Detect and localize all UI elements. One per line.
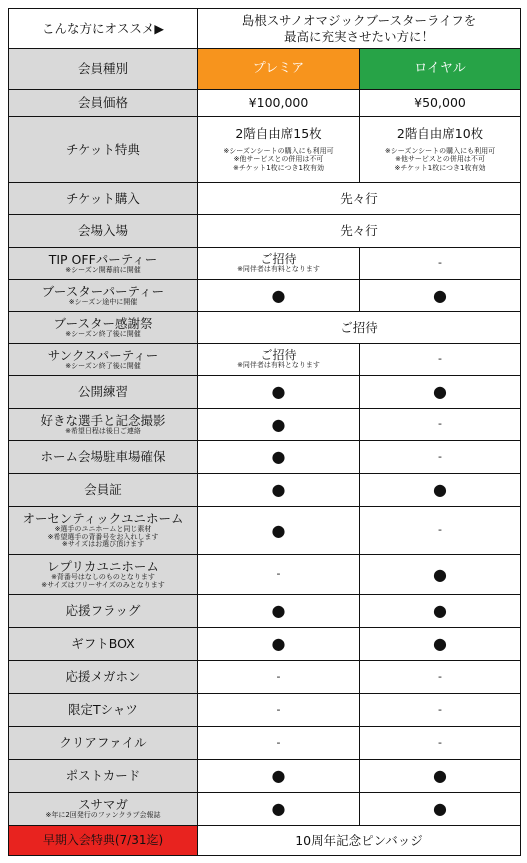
royal-tipoff: - <box>360 248 521 280</box>
premier-thanks-party <box>198 344 360 376</box>
susamaga-title: スサマガ <box>78 797 128 813</box>
ticket-note: ※他サービスとの併用は不可 <box>395 155 485 164</box>
replica-sub: ※背番号はなしのものとなります <box>51 572 155 581</box>
royal-header: ロイヤル <box>360 49 521 90</box>
authentic-sub: ※サイズはお選び頂けます <box>61 540 145 549</box>
replica-title: レプリカユニホーム <box>47 558 159 574</box>
ticket-row <box>9 117 521 183</box>
booster-party-row <box>9 280 521 312</box>
premier-ticket <box>198 117 360 183</box>
clearfile-label: クリアファイル <box>9 727 198 760</box>
premier-member-card: ● <box>198 474 360 507</box>
royal-postcard: ● <box>360 760 521 793</box>
authentic-label <box>9 507 198 555</box>
premier-price: ¥100,000 <box>198 90 360 117</box>
premier-clearfile: - <box>198 727 360 760</box>
tshirt-label: 限定Tシャツ <box>9 694 198 727</box>
premier-megaphone: - <box>198 661 360 694</box>
tipoff-label <box>9 248 198 280</box>
gift-row <box>9 628 521 661</box>
early-bonus-value: 10周年記念ピンバッジ <box>198 826 521 856</box>
premier-authentic: ● <box>198 507 360 555</box>
royal-ticket-main: 2階自由席10枚 <box>396 126 484 142</box>
ticket-note: ※チケット1枚につき1枚有効 <box>232 163 324 172</box>
premier-tipoff <box>198 248 360 280</box>
booster-party-label <box>9 280 198 312</box>
postcard-row <box>9 760 521 793</box>
photo-sub: ※希望日程は後日ご連絡 <box>65 426 141 435</box>
entry-label: 会場入場 <box>9 215 198 248</box>
thanks-fest-label <box>9 312 198 344</box>
premier-replica: - <box>198 555 360 595</box>
premier-gift: ● <box>198 628 360 661</box>
membership-type-row <box>9 49 521 90</box>
royal-booster-party: ● <box>360 280 521 312</box>
royal-thanks-party: - <box>360 344 521 376</box>
ticket-note: ※チケット1枚につき1枚有効 <box>394 163 486 172</box>
royal-member-card: ● <box>360 474 521 507</box>
royal-tshirt: - <box>360 694 521 727</box>
premier-photo: ● <box>198 409 360 441</box>
recommend-line1: 島根スサノオマジックブースターライフを <box>241 12 477 28</box>
photo-row <box>9 409 521 441</box>
parking-label: ホーム会場駐車場確保 <box>9 441 198 474</box>
price-label: 会員価格 <box>9 90 198 117</box>
header-row <box>9 9 521 49</box>
authentic-title: オーセンティックユニホーム <box>22 510 184 526</box>
premier-parking: ● <box>198 441 360 474</box>
royal-susamaga: ● <box>360 793 521 826</box>
clearfile-row <box>9 727 521 760</box>
thanks-fest-title: ブースター感謝祭 <box>53 315 153 331</box>
gift-label: ギフトBOX <box>9 628 198 661</box>
ticket-note: ※シーズンシートの購入にも利用可 <box>223 147 334 156</box>
membership-type-label: 会員種別 <box>9 49 198 90</box>
royal-practice: ● <box>360 376 521 409</box>
royal-price: ¥50,000 <box>360 90 521 117</box>
tshirt-row <box>9 694 521 727</box>
ticket-purchase-row <box>9 183 521 215</box>
recommend-label: こんな方にオススメ▶ <box>9 9 198 49</box>
member-card-row <box>9 474 521 507</box>
susamaga-row <box>9 793 521 826</box>
susamaga-sub: ※年に2回発行のファンクラブ会報誌 <box>45 811 161 820</box>
royal-authentic: - <box>360 507 521 555</box>
thanks-fest-row <box>9 312 521 344</box>
recommend-text <box>198 9 521 49</box>
entry-row <box>9 215 521 248</box>
royal-flag: ● <box>360 595 521 628</box>
early-bonus-row <box>9 826 521 856</box>
ticket-purchase-label: チケット購入 <box>9 183 198 215</box>
premier-susamaga: ● <box>198 793 360 826</box>
entry-value: 先々行 <box>198 215 521 248</box>
thanks-party-row <box>9 344 521 376</box>
booster-party-sub: ※シーズン途中に開催 <box>68 297 138 306</box>
premier-postcard: ● <box>198 760 360 793</box>
tipoff-sub: ※シーズン開幕前に開催 <box>65 265 141 274</box>
price-row <box>9 90 521 117</box>
thanks-party-label <box>9 344 198 376</box>
premier-practice: ● <box>198 376 360 409</box>
flag-label: 応援フラッグ <box>9 595 198 628</box>
authentic-row <box>9 507 521 555</box>
thanks-party-note: ※同伴者は有料となります <box>237 361 320 370</box>
thanks-party-sub: ※シーズン終了後に開催 <box>65 361 141 370</box>
authentic-sub: ※希望選手の背番号をお入れします <box>47 532 159 541</box>
megaphone-label: 応援メガホン <box>9 661 198 694</box>
parking-row <box>9 441 521 474</box>
thanks-fest-sub: ※シーズン終了後に開催 <box>65 329 141 338</box>
megaphone-row <box>9 661 521 694</box>
premier-ticket-main: 2階自由席15枚 <box>235 126 322 142</box>
ticket-note: ※シーズンシートの購入にも利用可 <box>384 147 496 156</box>
practice-row <box>9 376 521 409</box>
photo-label <box>9 409 198 441</box>
replica-label <box>9 555 198 595</box>
tipoff-note: ※同伴者は有料となります <box>237 265 320 274</box>
royal-gift: ● <box>360 628 521 661</box>
premier-booster-party: ● <box>198 280 360 312</box>
membership-comparison-table <box>8 8 521 856</box>
premier-tshirt: - <box>198 694 360 727</box>
replica-row <box>9 555 521 595</box>
royal-replica: ● <box>360 555 521 595</box>
royal-photo: - <box>360 409 521 441</box>
replica-sub: ※サイズはフリーサイズのみとなります <box>41 580 165 589</box>
flag-row <box>9 595 521 628</box>
thanks-party-title: サンクスパーティー <box>47 347 159 363</box>
early-bonus-label: 早期入会特典(7/31迄) <box>9 826 198 856</box>
photo-title: 好きな選手と記念撮影 <box>40 412 166 428</box>
royal-megaphone: - <box>360 661 521 694</box>
royal-clearfile: - <box>360 727 521 760</box>
booster-party-title: ブースターパーティー <box>41 283 165 299</box>
royal-ticket <box>360 117 521 183</box>
ticket-label: チケット特典 <box>9 117 198 183</box>
thanks-fest-value: ご招待 <box>198 312 521 344</box>
authentic-sub: ※選手のユニホームと同じ素材 <box>54 524 152 533</box>
susamaga-label <box>9 793 198 826</box>
royal-parking: - <box>360 441 521 474</box>
premier-header: プレミア <box>198 49 360 90</box>
practice-label: 公開練習 <box>9 376 198 409</box>
member-card-label: 会員証 <box>9 474 198 507</box>
thanks-party-invite: ご招待 <box>260 347 297 362</box>
tipoff-invite: ご招待 <box>260 251 297 266</box>
tipoff-title: TIP OFFパーティー <box>48 251 158 267</box>
tipoff-row <box>9 248 521 280</box>
postcard-label: ポストカード <box>9 760 198 793</box>
ticket-note: ※他サービスとの併用は不可 <box>233 155 324 164</box>
premier-flag: ● <box>198 595 360 628</box>
recommend-line2: 最高に充実させたい方に！ <box>284 28 435 44</box>
ticket-purchase-value: 先々行 <box>198 183 521 215</box>
